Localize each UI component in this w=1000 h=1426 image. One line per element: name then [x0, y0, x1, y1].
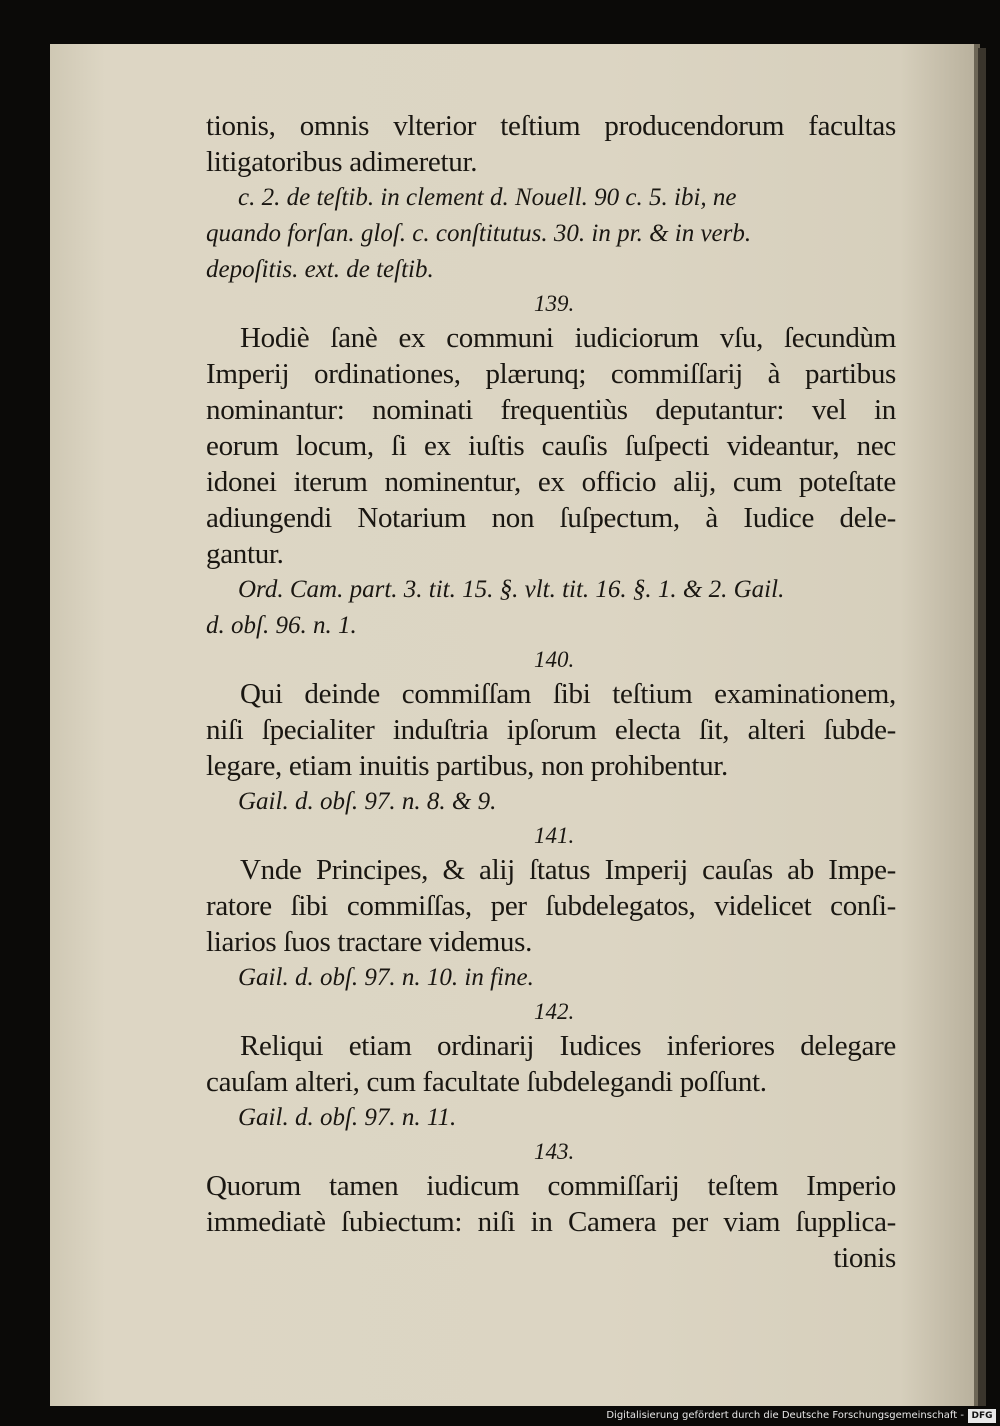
section-number: 140. — [534, 647, 575, 672]
text-line: eorum locum, ſi ex iuſtis cauſis ſuſpecti videantur, nec — [206, 430, 896, 462]
text-line: ratore ſibi commiſſas, per ſubdelegatos, videlicet conſi- — [206, 890, 896, 922]
dfg-logo: DFG — [968, 1409, 996, 1423]
text-line: adiungendi Notarium non ſuſpectum, à Iudice dele- — [206, 502, 896, 534]
text-line: tionis, omnis vlterior teſtium producendorum facultas — [206, 110, 896, 142]
text-line: niſi ſpecialiter induſtria ipſorum electa ſit, alteri ſubde- — [206, 714, 896, 746]
catchword: tionis — [833, 1242, 896, 1274]
text-line: nominantur: nominati frequentiùs deputantur: vel in — [206, 394, 896, 426]
citation-line: d. obſ. 96. n. 1. — [206, 612, 357, 639]
text-line: idonei iterum nominentur, ex officio alij, cum poteſtate — [206, 466, 896, 498]
citation-line: quando forſan. gloſ. c. conſtitutus. 30. in pr. & in verb. — [206, 220, 752, 247]
text-line: immediatè ſubiectum: niſi in Camera per viam ſupplica- — [206, 1206, 896, 1238]
text-line: litigatoribus adimeretur. — [206, 146, 478, 178]
section-number: 142. — [534, 999, 575, 1024]
text-line: Qui deinde commiſſam ſibi teſtium examinationem, — [240, 678, 896, 710]
section-number: 143. — [534, 1139, 575, 1164]
citation-line: c. 2. de teſtib. in clement d. Nouell. 90 c. 5. ibi, ne — [238, 184, 737, 211]
text-line: liarios ſuos tractare videmus. — [206, 926, 533, 958]
text-line: legare, etiam inuitis partibus, non prohibentur. — [206, 750, 728, 782]
page-edge — [978, 48, 986, 1406]
text-line: cauſam alteri, cum facultate ſubdelegandi poſſunt. — [206, 1066, 767, 1098]
digitization-footer — [600, 1405, 1000, 1426]
citation-line: depoſitis. ext. de teſtib. — [206, 256, 434, 283]
text-line: Reliqui etiam ordinarij Iudices inferiores delegare — [240, 1030, 896, 1062]
citation-line: Gail. d. obſ. 97. n. 10. in fine. — [238, 964, 534, 991]
section-number: 141. — [534, 823, 575, 848]
section-number: 139. — [534, 291, 575, 316]
text-line: Imperij ordinationes, plærunq; commiſſarij à partibus — [206, 358, 896, 390]
text-line: Hodiè ſanè ex communi iudiciorum vſu, ſecundùm — [240, 322, 896, 354]
text-line: Vnde Principes, & alij ſtatus Imperij cauſas ab Impe- — [240, 854, 896, 886]
footer-credit: Digitalisierung gefördert durch die Deutsche Forschungsgemeinschaft - — [606, 1410, 964, 1421]
page-text — [206, 108, 896, 1276]
citation-line: Gail. d. obſ. 97. n. 11. — [238, 1104, 457, 1131]
citation-line: Gail. d. obſ. 97. n. 8. & 9. — [238, 788, 497, 815]
citation-line: Ord. Cam. part. 3. tit. 15. §. vlt. tit. 16. §. 1. & 2. Gail. — [238, 576, 785, 603]
text-line: Quorum tamen iudicum commiſſarij teſtem Imperio — [206, 1170, 896, 1202]
text-line: gantur. — [206, 538, 284, 570]
